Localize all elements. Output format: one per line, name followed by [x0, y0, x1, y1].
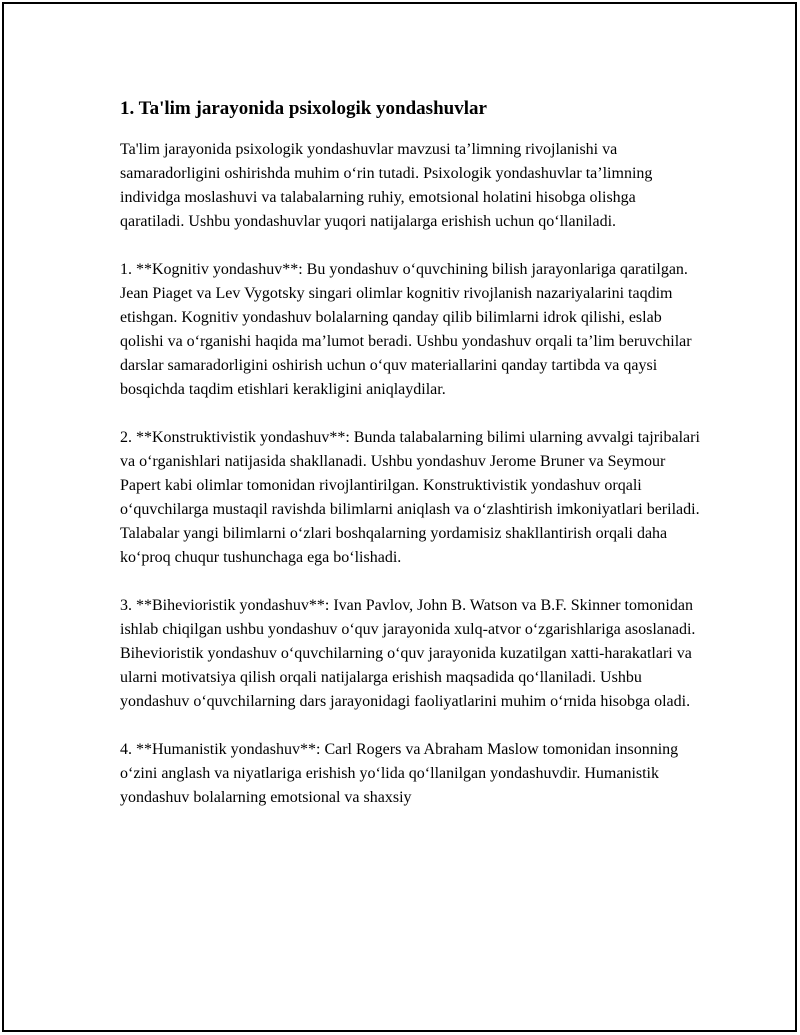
humanistik-paragraph: 4. **Humanistik yondashuv**: Carl Rogers va Abraham Maslow tomonidan insonning o‘zini anglash va niyatlariga erishish yo‘lida qo‘llanilgan yondashuvdir. Humanistik yondashuv bolalarning emotsional va shaxsiy	[120, 741, 679, 806]
section-heading: 1. Ta'lim jarayonida psixologik yondashuvlar	[120, 98, 487, 119]
document-page	[2, 2, 797, 1032]
intro-paragraph: Ta'lim jarayonida psixologik yondashuvlar mavzusi ta’limning rivojlanishi va samaradorligini oshirishda muhim o‘rin tutadi. Psixologik yondashuvlar ta’limning individga moslashuvi va talabalarning ruhiy, emotsional holatini hisobga olishga qaratiladi. Ushbu yondashuvlar yuqori natijalarga erishish uchun qo‘llaniladi.	[120, 141, 653, 230]
kognitiv-paragraph: 1. **Kognitiv yondashuv**: Bu yondashuv o‘quvchining bilish jarayonlariga qaratilgan. Jean Piaget va Lev Vygotsky singari olimlar kognitiv rivojlanish nazariyalarini taqdim etishgan. Kognitiv yondashuv bolalarning qanday qilib bilimlarni idrok qilishi, eslab qolishi va o‘rganishi haqida ma’lumot beradi. Ushbu yondashuv orqali ta’lim beruvchilar darslar samaradorligini oshirish uchun o‘quv materiallarini qanday tartibda va qaysi bosqichda taqdim etishlari kerakligini aniqlaydilar.	[120, 261, 692, 398]
bihevioristik-paragraph: 3. **Bihevioristik yondashuv**: Ivan Pavlov, John B. Watson va B.F. Skinner tomonidan ishlab chiqilgan ushbu yondashuv o‘quv jarayonida xulq-atvor o‘zgarishlariga asoslanadi. Bihevioristik yondashuv o‘quvchilarning o‘quv jarayonida kuzatilgan xatti-harakatlari va ularni motivatsiya qilish orqali natijalarga erishish maqsadida qo‘llaniladi. Ushbu yondashuv o‘quvchilarning dars jarayonidagi faoliyatlarini muhim o‘rnida hisobga oladi.	[120, 597, 696, 710]
konstruktivistik-paragraph: 2. **Konstruktivistik yondashuv**: Bunda talabalarning bilimi ularning avvalgi tajribalari va o‘rganishlari natijasida shakllanadi. Ushbu yondashuv Jerome Bruner va Seymour Papert kabi olimlar tomonidan rivojlantirilgan. Konstruktivistik yondashuv orqali o‘quvchilarga mustaqil ravishda bilimlarni aniqlash va o‘zlashtirish imkoniyatlari beriladi. Talabalar yangi bilimlarni o‘zlari boshqalarning yordamisiz shakllantirish orqali daha ko‘proq chuqur tushunchaga ega bo‘lishadi.	[120, 429, 700, 566]
page-content	[120, 94, 700, 834]
